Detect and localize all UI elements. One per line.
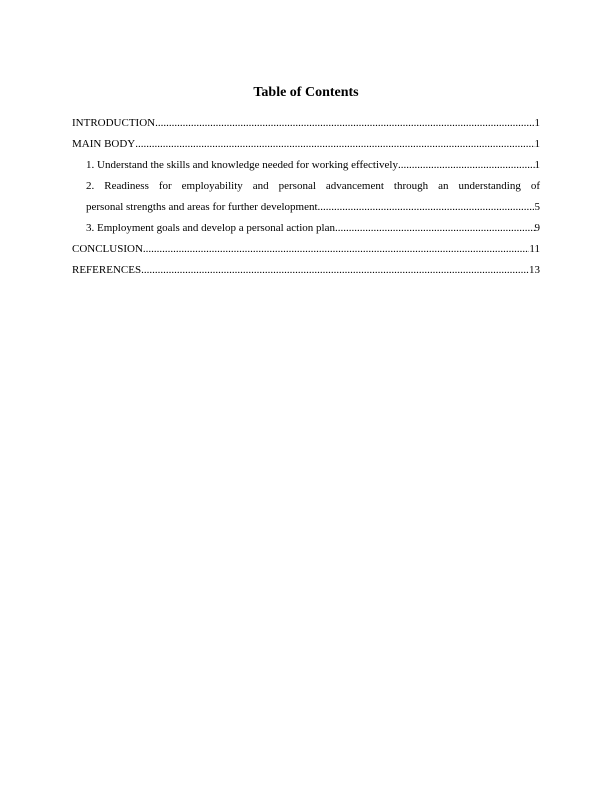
toc-entry-label-line1: 2. Readiness for employability and personal advancement through an understanding of (86, 180, 540, 192)
toc-entry-label: REFERENCES (72, 264, 142, 276)
toc-leader-dots (398, 155, 535, 176)
toc-leader-dots (335, 218, 535, 239)
toc-entry-label-line2: personal strengths and areas for further development (86, 201, 318, 213)
toc-leader-dots (141, 260, 529, 281)
toc-entry-label: 1. Understand the skills and knowledge needed for working effectively (86, 159, 398, 171)
toc-page-number: 9 (534, 222, 540, 234)
toc-entry-label: CONCLUSION (72, 243, 143, 255)
toc-entry-section-2[interactable] (72, 176, 540, 218)
toc-leader-dots (135, 134, 534, 155)
table-of-contents (72, 113, 540, 281)
toc-page-number: 11 (529, 243, 540, 255)
toc-entry-label: 3. Employment goals and develop a personal action plan (86, 222, 335, 234)
toc-page-number: 1 (534, 159, 540, 171)
toc-entry-label: MAIN BODY (72, 138, 136, 150)
toc-entry-conclusion[interactable] (72, 239, 540, 260)
toc-page-number: 1 (534, 138, 540, 150)
toc-leader-dots (143, 239, 530, 260)
toc-entry-references[interactable] (72, 260, 540, 281)
toc-entry-section-3[interactable] (72, 218, 540, 239)
toc-leader-dots (318, 197, 535, 218)
toc-entry-label: INTRODUCTION (72, 117, 156, 129)
toc-title: Table of Contents (253, 85, 359, 100)
toc-page-number: 1 (534, 117, 540, 129)
toc-page-number: 5 (534, 201, 540, 213)
toc-page-number: 13 (529, 264, 540, 276)
toc-entry-main-body[interactable] (72, 134, 540, 155)
toc-entry-section-1[interactable] (72, 155, 540, 176)
toc-leader-dots (155, 113, 534, 134)
toc-entry-introduction[interactable] (72, 113, 540, 134)
